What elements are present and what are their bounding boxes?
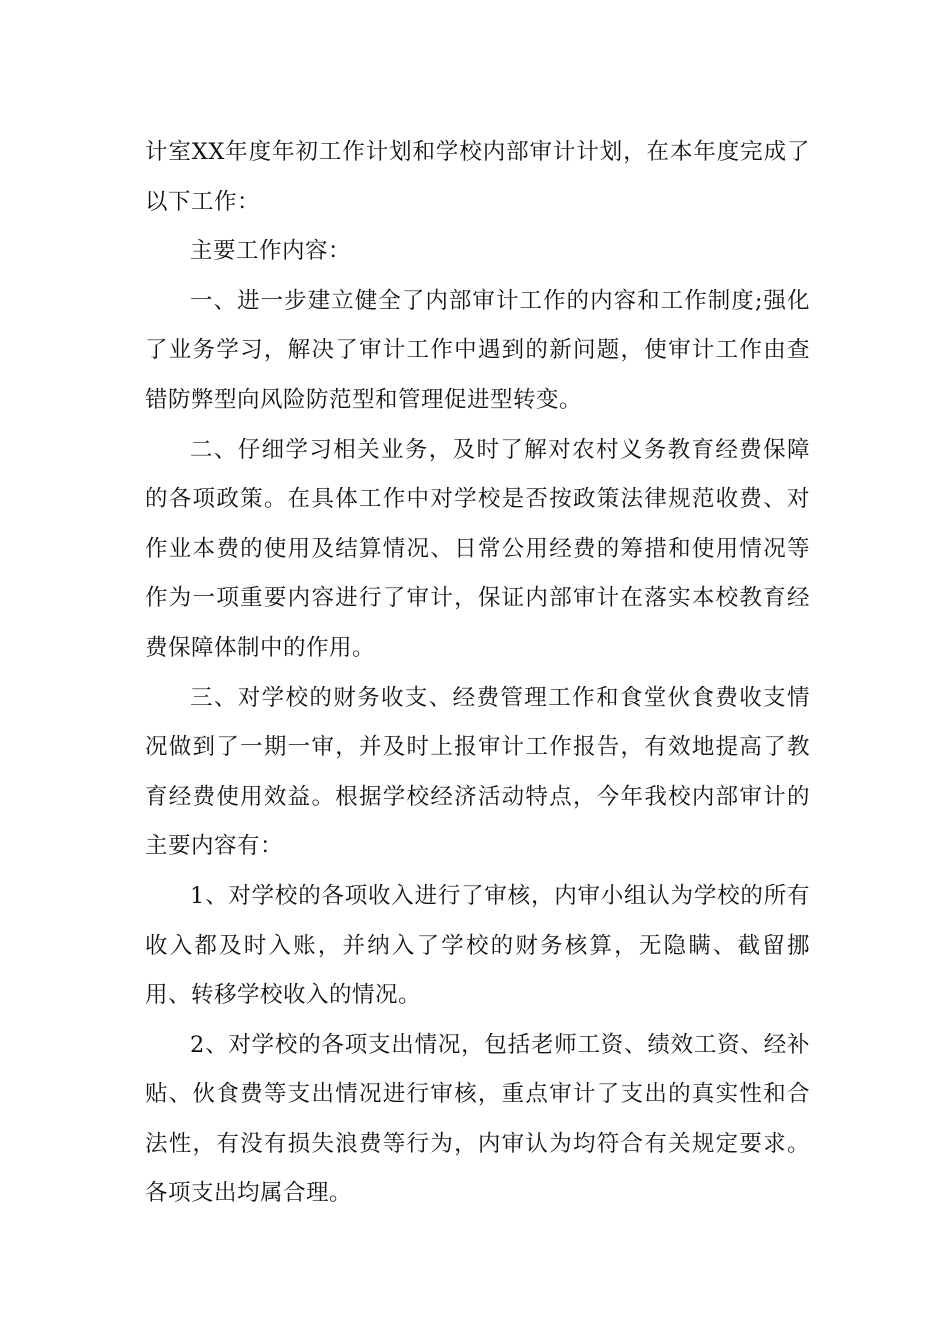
- document-body: [145, 128, 810, 1219]
- paragraph-sub-item-2: 2、对学校的各项支出情况，包括老师工资、绩效工资、经补贴、伙食费等支出情况进行审核，重点审计了支出的真实性和合法性，有没有损失浪费等行为，内审认为均符合有关规定要求。各项支出均属合理。: [145, 1031, 810, 1207]
- paragraph-item-two: 二、仔细学习相关业务，及时了解对农村义务教育经费保障的各项政策。在具体工作中对学校是否按政策法律规范收费、对作业本费的使用及结算情况、日常公用经费的筹措和使用情况等作为一项重要内容进行了审计，保证内部审计在落实本校教育经费保障体制中的作用。: [145, 436, 810, 661]
- paragraph-sub-item-1: 1、对学校的各项收入进行了审核，内审小组认为学校的所有收入都及时入账，并纳入了学校的财务核算，无隐瞒、截留挪用、转移学校收入的情况。: [145, 882, 810, 1009]
- paragraph-intro: 计室XX年度年初工作计划和学校内部审计计划，在本年度完成了以下工作：: [145, 139, 810, 215]
- paragraph-item-one: 一、进一步建立健全了内部审计工作的内容和工作制度;强化了业务学习，解决了审计工作中遇到的新问题，使审计工作由查错防弊型向风险防范型和管理促进型转变。: [145, 287, 810, 413]
- paragraph-item-three: 三、对学校的财务收支、经费管理工作和食堂伙食费收支情况做到了一期一审，并及时上报审计工作报告，有效地提高了教育经费使用效益。根据学校经济活动特点，今年我校内部审计的主要内容有：: [145, 684, 810, 860]
- paragraph-main-content-heading: 主要工作内容：: [190, 238, 352, 265]
